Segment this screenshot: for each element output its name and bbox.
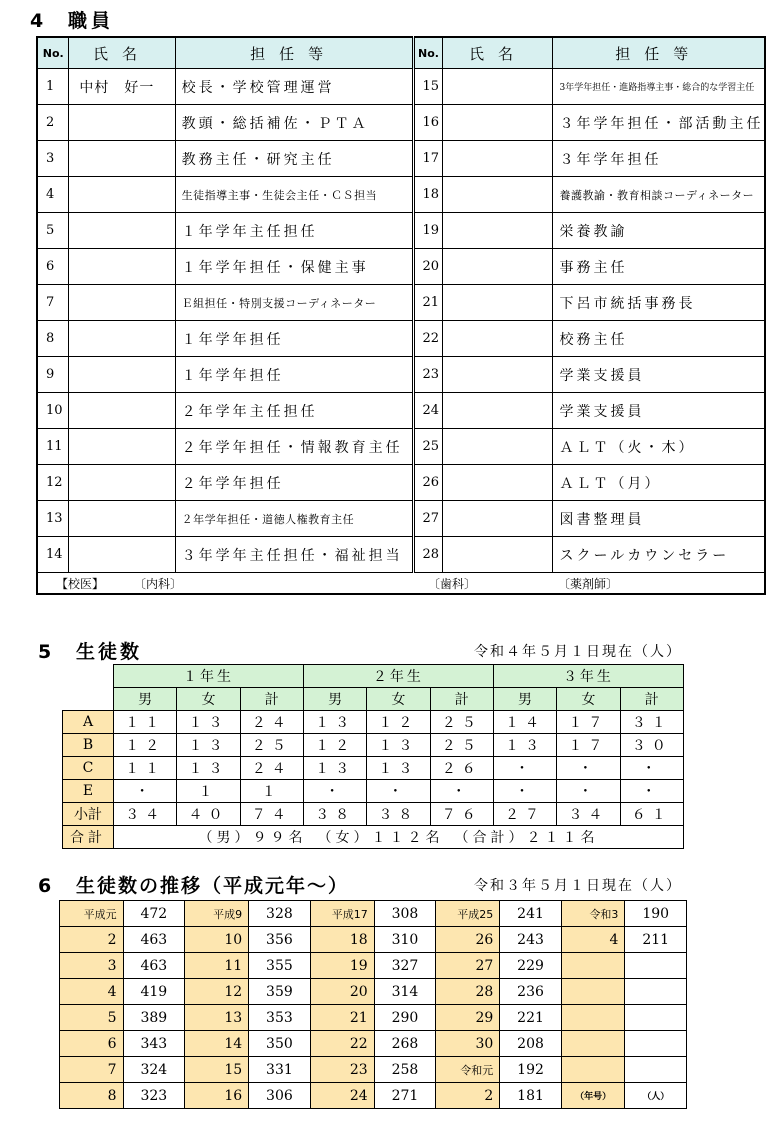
- count-cell: 331: [249, 1057, 310, 1083]
- era-cell: 5: [60, 1005, 124, 1031]
- section-6-heading: [38, 871, 349, 898]
- count-cell: 463: [123, 927, 184, 953]
- count-cell: 359: [249, 979, 310, 1005]
- total-label: 合計: [63, 826, 114, 849]
- era-cell: 4: [60, 979, 124, 1005]
- subcolumn-header: 女: [367, 688, 430, 711]
- count-cell: 350: [249, 1031, 310, 1057]
- era-cell: 12: [185, 979, 249, 1005]
- staff-role: 学業支援員: [553, 357, 765, 393]
- staff-row: [37, 285, 765, 321]
- subcolumn-header: 計: [240, 688, 303, 711]
- count-cell: 211: [625, 927, 687, 953]
- count-cell: 355: [249, 953, 310, 979]
- era-cell: 令和3: [561, 901, 625, 927]
- era-cell: [561, 1005, 625, 1031]
- count-cell: 314: [374, 979, 435, 1005]
- count-cell: ・: [493, 780, 556, 803]
- era-cell: 2: [60, 927, 124, 953]
- staff-name: [443, 393, 553, 429]
- class-row: [63, 757, 684, 780]
- count-cell: ３４: [557, 803, 620, 826]
- staff-no: 20: [413, 249, 443, 285]
- subcolumn-header: 計: [430, 688, 493, 711]
- count-cell: 472: [123, 901, 184, 927]
- count-cell: 310: [374, 927, 435, 953]
- staff-no: 24: [413, 393, 443, 429]
- count-cell: １７: [557, 734, 620, 757]
- staff-name: [69, 285, 175, 321]
- count-cell: ２６: [430, 757, 493, 780]
- count-cell: １４: [493, 711, 556, 734]
- staff-no: 5: [37, 213, 69, 249]
- staff-name: [443, 177, 553, 213]
- trend-table: [59, 900, 687, 1109]
- pharmacist-label: 〔薬剤師〕: [558, 577, 619, 591]
- count-cell: ７４: [240, 803, 303, 826]
- staff-role: １年学年担任: [175, 357, 413, 393]
- staff-no: 15: [413, 69, 443, 105]
- era-cell: 16: [185, 1083, 249, 1109]
- era-cell: 13: [185, 1005, 249, 1031]
- subcolumn-header: 女: [557, 688, 620, 711]
- staff-name: [69, 141, 175, 177]
- count-cell: １１: [114, 757, 177, 780]
- staff-row: [37, 249, 765, 285]
- era-cell: [561, 1031, 625, 1057]
- staff-name: [443, 141, 553, 177]
- staff-header-row: [37, 37, 765, 69]
- staff-row: [37, 69, 765, 105]
- count-cell: ６１: [620, 803, 684, 826]
- count-cell: 353: [249, 1005, 310, 1031]
- staff-role: スクールカウンセラー: [553, 537, 765, 573]
- staff-role: 校長・学校管理運営: [175, 69, 413, 105]
- col-no-header: No.: [37, 37, 69, 69]
- staff-role: 下呂市統括事務長: [553, 285, 765, 321]
- students-table: [62, 664, 684, 849]
- staff-name: [69, 501, 175, 537]
- count-cell: ３１: [620, 711, 684, 734]
- count-cell: ・: [114, 780, 177, 803]
- staff-role: 図書整理員: [553, 501, 765, 537]
- trend-row: [60, 1057, 687, 1083]
- staff-role: １年学年担任・保健主事: [175, 249, 413, 285]
- count-cell: １３: [303, 757, 366, 780]
- staff-name: [443, 249, 553, 285]
- staff-no: 16: [413, 105, 443, 141]
- staff-role: ３年学年主任担任・福祉担当: [175, 537, 413, 573]
- staff-table: [36, 36, 766, 595]
- staff-name: [69, 213, 175, 249]
- count-cell: [625, 979, 687, 1005]
- staff-name: [69, 249, 175, 285]
- staff-role: ３年学年担任: [553, 141, 765, 177]
- count-cell: ・: [620, 780, 684, 803]
- staff-role: 学業支援員: [553, 393, 765, 429]
- count-cell: １３: [303, 711, 366, 734]
- staff-row: [37, 105, 765, 141]
- staff-no: 19: [413, 213, 443, 249]
- class-label: E: [63, 780, 114, 803]
- staff-no: 8: [37, 321, 69, 357]
- trend-as-of: 令和３年５月１日現在（人）: [474, 878, 682, 894]
- section-number: 5: [38, 641, 53, 663]
- count-cell: [625, 1057, 687, 1083]
- staff-role: ＡＬＴ（月）: [553, 465, 765, 501]
- count-cell: [625, 953, 687, 979]
- staff-no: 4: [37, 177, 69, 213]
- staff-footer-row: [37, 573, 765, 595]
- era-cell: 29: [436, 1005, 500, 1031]
- staff-name: [443, 321, 553, 357]
- count-cell: ・: [493, 757, 556, 780]
- count-cell: 190: [625, 901, 687, 927]
- col-role-header-2: 担任等: [553, 37, 765, 69]
- era-cell: 20: [310, 979, 374, 1005]
- section-title: 職員: [68, 10, 115, 32]
- subcolumn-header-row: [63, 688, 684, 711]
- grade-header-row: [63, 665, 684, 688]
- count-cell: １２: [114, 734, 177, 757]
- count-cell: 356: [249, 927, 310, 953]
- staff-row: [37, 321, 765, 357]
- section-number: 4: [30, 10, 45, 32]
- col-name-header-2: 氏名: [443, 37, 553, 69]
- count-cell: １: [240, 780, 303, 803]
- count-cell: ・: [430, 780, 493, 803]
- era-cell: 21: [310, 1005, 374, 1031]
- era-cell: 平成17: [310, 901, 374, 927]
- count-cell: １２: [367, 711, 430, 734]
- count-cell: ４０: [177, 803, 240, 826]
- class-row: [63, 803, 684, 826]
- staff-row: [37, 429, 765, 465]
- grade-header: １年生: [114, 665, 304, 688]
- class-label: C: [63, 757, 114, 780]
- count-cell: ２４: [240, 711, 303, 734]
- count-cell: 419: [123, 979, 184, 1005]
- count-cell: ・: [557, 757, 620, 780]
- subcolumn-header: 男: [493, 688, 556, 711]
- era-cell: 平成25: [436, 901, 500, 927]
- era-cell: 23: [310, 1057, 374, 1083]
- era-cell: 2: [436, 1083, 500, 1109]
- count-cell: １３: [177, 734, 240, 757]
- era-cell: 26: [436, 927, 500, 953]
- class-label: B: [63, 734, 114, 757]
- count-cell: ２４: [240, 757, 303, 780]
- era-cell: 8: [60, 1083, 124, 1109]
- count-cell: 221: [500, 1005, 561, 1031]
- count-cell: 324: [123, 1057, 184, 1083]
- staff-role: 事務主任: [553, 249, 765, 285]
- era-cell: [561, 1057, 625, 1083]
- count-cell: 290: [374, 1005, 435, 1031]
- staff-role: 校務主任: [553, 321, 765, 357]
- trend-row: [60, 1083, 687, 1109]
- count-cell: 192: [500, 1057, 561, 1083]
- staff-no: 7: [37, 285, 69, 321]
- era-cell: 4: [561, 927, 625, 953]
- era-cell: 15: [185, 1057, 249, 1083]
- staff-name: [443, 213, 553, 249]
- staff-no: 14: [37, 537, 69, 573]
- era-cell: 6: [60, 1031, 124, 1057]
- era-cell: 28: [436, 979, 500, 1005]
- count-cell: ３４: [114, 803, 177, 826]
- count-cell: 236: [500, 979, 561, 1005]
- count-cell: 306: [249, 1083, 310, 1109]
- count-cell: １７: [557, 711, 620, 734]
- staff-role: ２年学年主任担任: [175, 393, 413, 429]
- grade-header: ２年生: [303, 665, 493, 688]
- count-cell: １３: [367, 757, 430, 780]
- count-cell: ２５: [430, 734, 493, 757]
- total-text: （男）９９名 （女）１１２名 （合計）２１１名: [114, 826, 684, 849]
- count-cell: １１: [114, 711, 177, 734]
- count-cell: １３: [493, 734, 556, 757]
- total-row: [63, 826, 684, 849]
- staff-no: 2: [37, 105, 69, 141]
- staff-name: [69, 321, 175, 357]
- staff-name: [443, 105, 553, 141]
- staff-no: 27: [413, 501, 443, 537]
- staff-role: １年学年担任: [175, 321, 413, 357]
- count-cell: １２: [303, 734, 366, 757]
- count-cell: 181: [500, 1083, 561, 1109]
- class-label: 小計: [63, 803, 114, 826]
- staff-name: [69, 429, 175, 465]
- staff-role: 養護教諭・教育相談コーディネーター: [553, 177, 765, 213]
- count-cell: ２５: [240, 734, 303, 757]
- count-cell: 463: [123, 953, 184, 979]
- era-cell: 14: [185, 1031, 249, 1057]
- era-cell: 7: [60, 1057, 124, 1083]
- count-cell: 243: [500, 927, 561, 953]
- staff-role: ３年学年担任・部活動主任: [553, 105, 765, 141]
- count-cell: ・: [367, 780, 430, 803]
- dental-label: 〔歯科〕: [428, 577, 477, 591]
- staff-no: 1: [37, 69, 69, 105]
- trend-row: [60, 1031, 687, 1057]
- staff-row: [37, 213, 765, 249]
- staff-name: [443, 501, 553, 537]
- era-cell: 22: [310, 1031, 374, 1057]
- era-cell: 27: [436, 953, 500, 979]
- count-cell: ３８: [367, 803, 430, 826]
- staff-name: [69, 393, 175, 429]
- staff-name: [69, 465, 175, 501]
- staff-row: [37, 465, 765, 501]
- count-cell: ２７: [493, 803, 556, 826]
- staff-no: 6: [37, 249, 69, 285]
- staff-name: [69, 177, 175, 213]
- subcolumn-header: 男: [303, 688, 366, 711]
- count-cell: 229: [500, 953, 561, 979]
- trend-row: [60, 927, 687, 953]
- staff-row: [37, 393, 765, 429]
- staff-role: 3年学年担任・進路指導主事・総合的な学習主任: [553, 69, 765, 105]
- grade-header: ３年生: [493, 665, 683, 688]
- staff-role: 教務主任・研究主任: [175, 141, 413, 177]
- subcolumn-header: 男: [114, 688, 177, 711]
- staff-name: 中村 好一: [69, 69, 175, 105]
- col-no-header-2: No.: [413, 37, 443, 69]
- count-cell: 241: [500, 901, 561, 927]
- section-title: 生徒数: [76, 641, 143, 663]
- staff-row: [37, 357, 765, 393]
- staff-name: [443, 285, 553, 321]
- staff-no: 28: [413, 537, 443, 573]
- era-cell: 24: [310, 1083, 374, 1109]
- count-cell: １３: [367, 734, 430, 757]
- staff-no: 13: [37, 501, 69, 537]
- count-cell: 308: [374, 901, 435, 927]
- era-cell: 30: [436, 1031, 500, 1057]
- col-role-header: 担任等: [175, 37, 413, 69]
- era-cell: 18: [310, 927, 374, 953]
- trend-row: [60, 979, 687, 1005]
- staff-name: [443, 429, 553, 465]
- count-cell: 328: [249, 901, 310, 927]
- count-cell: ３８: [303, 803, 366, 826]
- staff-name: [69, 537, 175, 573]
- staff-no: 23: [413, 357, 443, 393]
- subcolumn-header: 女: [177, 688, 240, 711]
- staff-role: ２年学年担任・道徳人権教育主任: [175, 501, 413, 537]
- staff-name: [69, 357, 175, 393]
- trend-row: [60, 953, 687, 979]
- count-cell: １３: [177, 711, 240, 734]
- staff-row: [37, 141, 765, 177]
- era-cell: 19: [310, 953, 374, 979]
- class-row: [63, 711, 684, 734]
- subcolumn-header: 計: [620, 688, 684, 711]
- staff-role: ２年学年担任: [175, 465, 413, 501]
- staff-row: [37, 501, 765, 537]
- era-cell: 3: [60, 953, 124, 979]
- era-cell: [561, 953, 625, 979]
- count-cell: 343: [123, 1031, 184, 1057]
- staff-role: 生徒指導主事・生徒会主任・ＣＳ担当: [175, 177, 413, 213]
- staff-role: 栄養教諭: [553, 213, 765, 249]
- count-cell: ２５: [430, 711, 493, 734]
- staff-role: ＡＬＴ（火・木）: [553, 429, 765, 465]
- count-cell: １３: [177, 757, 240, 780]
- era-cell: 平成元: [60, 901, 124, 927]
- section-5-heading: [38, 637, 142, 664]
- count-cell: ７６: [430, 803, 493, 826]
- count-cell: [625, 1005, 687, 1031]
- class-label: A: [63, 711, 114, 734]
- staff-role: 教頭・総括補佐・ＰＴＡ: [175, 105, 413, 141]
- count-cell: [625, 1031, 687, 1057]
- staff-no: 25: [413, 429, 443, 465]
- count-cell: ３０: [620, 734, 684, 757]
- count-cell: ・: [303, 780, 366, 803]
- staff-no: 10: [37, 393, 69, 429]
- section-4-heading: [30, 6, 114, 33]
- staff-role: Ｅ組担任・特別支援コーディネーター: [175, 285, 413, 321]
- staff-no: 22: [413, 321, 443, 357]
- staff-no: 21: [413, 285, 443, 321]
- staff-name: [443, 465, 553, 501]
- count-legend: （人）: [625, 1083, 687, 1109]
- class-row: [63, 734, 684, 757]
- section-number: 6: [38, 875, 53, 897]
- internal-medicine-label: 〔内科〕: [134, 577, 183, 591]
- staff-no: 3: [37, 141, 69, 177]
- staff-name: [443, 537, 553, 573]
- count-cell: 323: [123, 1083, 184, 1109]
- staff-no: 18: [413, 177, 443, 213]
- staff-role: １年学年主任担任: [175, 213, 413, 249]
- section-title: 生徒数の推移（平成元年〜）: [76, 875, 350, 897]
- staff-no: 26: [413, 465, 443, 501]
- staff-no: 12: [37, 465, 69, 501]
- staff-row: [37, 177, 765, 213]
- staff-row: [37, 537, 765, 573]
- count-cell: ・: [620, 757, 684, 780]
- corner-cell: [63, 665, 114, 711]
- count-cell: 268: [374, 1031, 435, 1057]
- era-legend: （年号）: [561, 1083, 625, 1109]
- staff-name: [443, 69, 553, 105]
- staff-name: [69, 105, 175, 141]
- era-cell: 令和元: [436, 1057, 500, 1083]
- class-row: [63, 780, 684, 803]
- count-cell: 258: [374, 1057, 435, 1083]
- staff-no: 11: [37, 429, 69, 465]
- era-cell: 10: [185, 927, 249, 953]
- trend-row: [60, 1005, 687, 1031]
- count-cell: ・: [557, 780, 620, 803]
- staff-role: ２年学年担任・情報教育主任: [175, 429, 413, 465]
- count-cell: 327: [374, 953, 435, 979]
- staff-no: 17: [413, 141, 443, 177]
- trend-row: [60, 901, 687, 927]
- era-cell: 11: [185, 953, 249, 979]
- count-cell: 271: [374, 1083, 435, 1109]
- staff-name: [443, 357, 553, 393]
- era-cell: [561, 979, 625, 1005]
- count-cell: 389: [123, 1005, 184, 1031]
- count-cell: 208: [500, 1031, 561, 1057]
- staff-no: 9: [37, 357, 69, 393]
- students-as-of: 令和４年５月１日現在（人）: [474, 644, 682, 660]
- era-cell: 平成9: [185, 901, 249, 927]
- school-doctor-label: 【校医】: [56, 577, 105, 591]
- col-name-header: 氏名: [69, 37, 175, 69]
- count-cell: １: [177, 780, 240, 803]
